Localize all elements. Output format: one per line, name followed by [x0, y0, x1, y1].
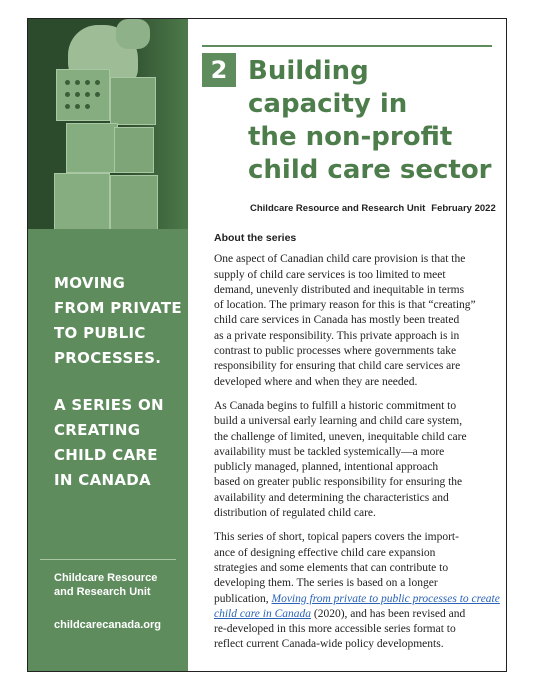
sidebar-panel [28, 19, 188, 671]
body-content [214, 231, 500, 662]
toy-block [56, 69, 110, 121]
paper-number-badge: 2 [202, 53, 236, 87]
toy-block [114, 127, 154, 173]
paragraph-2: As Canada begins to fulfill a historic commitment to build a universal early learning and child care system, the challenge of limited, uneven, inequitable child care availability must be tackled systemically—a more publicly managed, planned, intentional approach based on greater public responsibility for ensuring the availability and determining the characteristics and distribution of regulated child care. [214, 399, 467, 520]
source-publication-link-continued[interactable]: child care in Canada [214, 607, 311, 620]
source-publication-link[interactable]: Moving from private to public processes to create [271, 592, 500, 605]
byline-date: February 2022 [431, 203, 496, 214]
cover-photo-toy-blocks [28, 19, 188, 229]
title-rule [202, 45, 492, 47]
paragraph-3: This series of short, topical papers covers the import- ance of designing effective child care expansion strategies and some elements that can contribute to developing them. The series is based on a longer publication, Moving from private to public processes to create child care in Canada (2020), and has been revised and re-developed in this more accessible series format to reflect current Canada-wide policy developments. [214, 531, 500, 651]
paragraph-1: One aspect of Canadian child care provision is that the supply of child care services is too limited to meet demand, unevenly distributed and inequitable in terms of location. The primary reason for this is that “creating” child care services in Canada has mostly been treated as a private responsibility. This private approach is in contrast to public processes where governments take responsibility for ensuring that child care services are developed where and when they are needed. [214, 253, 476, 388]
sidebar-website: childcarecanada.org [54, 619, 161, 631]
toy-block [66, 123, 118, 173]
byline-organization: Childcare Resource and Research Unit [250, 203, 426, 214]
paper-title: Building capacity in the non-profit child care sector [248, 56, 492, 185]
sidebar-organization: Childcare Resource and Research Unit [54, 572, 158, 598]
byline [250, 203, 496, 214]
document-page [27, 18, 507, 672]
sidebar-divider [40, 559, 176, 560]
section-heading: About the series [214, 232, 297, 244]
toy-block [54, 173, 110, 229]
series-heading: MOVING FROM PRIVATE TO PUBLIC PROCESSES. A SERIES ON CREATING CHILD CARE IN CANADA [54, 274, 182, 489]
toy-block [110, 77, 156, 125]
toy-block [110, 175, 158, 229]
